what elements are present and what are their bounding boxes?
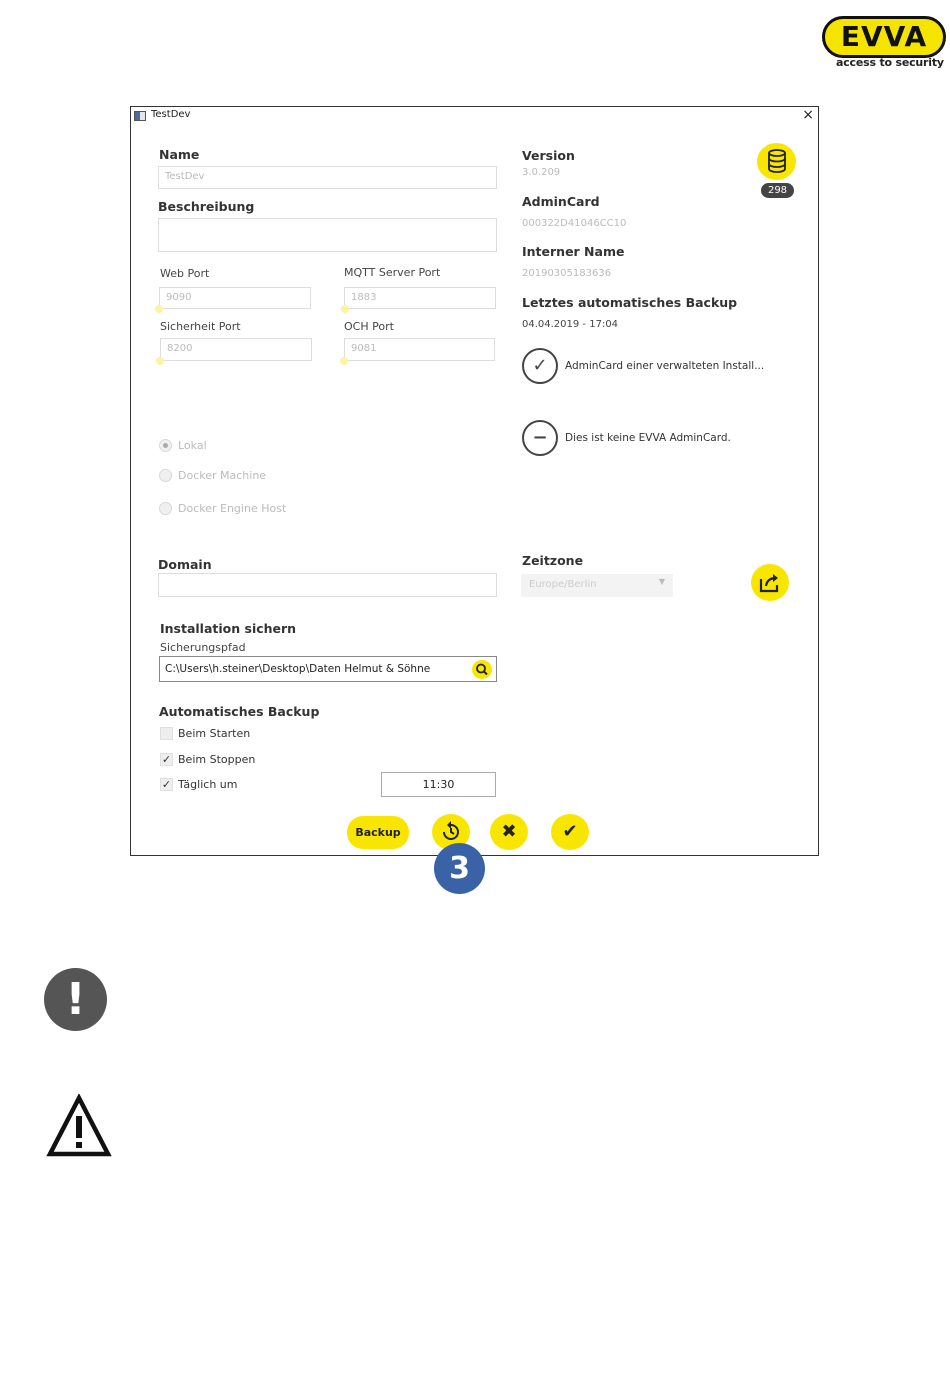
mqtt-port-label: MQTT Server Port (344, 266, 441, 279)
on-stop-checkbox[interactable]: ✓ (161, 753, 172, 766)
name-label: Name (159, 147, 200, 162)
on-stop-label: Beim Stoppen (178, 753, 256, 766)
backup-button[interactable]: Backup (347, 816, 409, 849)
description-label: Beschreibung (158, 199, 255, 214)
admincard-status-text: AdminCard einer verwalteten Install... (565, 360, 765, 372)
web-port-input[interactable]: 9090 (159, 287, 311, 309)
logo-tagline: access to security (836, 56, 944, 69)
radio-docker-engine-host[interactable] (159, 502, 172, 515)
database-icon (766, 149, 788, 173)
focus-dot (155, 305, 163, 313)
step-number-badge: 3 (434, 843, 485, 894)
backup-section-label: Installation sichern (160, 621, 297, 636)
admincard-label: AdminCard (522, 194, 600, 209)
last-backup-label: Letztes automatisches Backup (522, 295, 738, 310)
security-port-label: Sicherheit Port (160, 320, 241, 333)
mqtt-port-input[interactable]: 1883 (344, 287, 496, 309)
focus-dot (156, 357, 164, 365)
version-label: Version (522, 148, 575, 163)
och-port-input[interactable]: 9081 (344, 338, 495, 361)
close-icon: ✖ (501, 821, 517, 842)
description-input[interactable] (158, 218, 497, 252)
window-close-button[interactable]: × (802, 107, 814, 123)
exclamation-icon: ! (44, 968, 107, 1031)
warning-triangle-icon (46, 1094, 112, 1158)
check-circle-icon: ✓ (522, 348, 558, 384)
name-input[interactable]: TestDev (158, 166, 497, 189)
radio-lokal[interactable] (159, 439, 172, 452)
on-start-checkbox[interactable] (160, 727, 173, 740)
web-port-label: Web Port (160, 267, 210, 280)
radio-lokal-label: Lokal (178, 439, 207, 452)
export-icon (758, 572, 782, 594)
radio-docker-engine-host-label: Docker Engine Host (178, 502, 287, 515)
daily-checkbox[interactable]: ✓ (161, 778, 172, 791)
timezone-label: Zeitzone (522, 553, 584, 568)
chevron-down-icon: ▼ (658, 577, 665, 586)
app-icon (134, 111, 146, 121)
backup-path-label: Sicherungspfad (160, 641, 246, 654)
domain-input[interactable] (158, 573, 497, 597)
focus-dot (341, 305, 349, 313)
radio-docker-machine-label: Docker Machine (178, 469, 267, 482)
title-bar (131, 107, 818, 125)
browse-button[interactable] (472, 660, 492, 679)
timezone-value: Europe/Berlin (529, 579, 597, 590)
backup-path-input[interactable]: C:\Users\h.steiner\Desktop\Daten Helmut & Söhne (159, 656, 497, 682)
export-button[interactable] (751, 564, 789, 601)
timezone-select[interactable] (521, 574, 673, 597)
logo-word: EVVA (840, 20, 928, 53)
evva-card-status-text: Dies ist keine EVVA AdminCard. (565, 432, 731, 444)
auto-backup-label: Automatisches Backup (159, 704, 320, 719)
och-port-label: OCH Port (344, 320, 394, 333)
database-count-badge: 298 (761, 183, 794, 198)
daily-time-input[interactable]: 11:30 (381, 772, 496, 797)
confirm-button[interactable] (551, 814, 589, 850)
radio-docker-machine[interactable] (159, 469, 172, 482)
search-icon (472, 660, 492, 679)
evva-logo (820, 14, 948, 74)
admincard-value: 000322D41046CC10 (522, 218, 627, 229)
version-value: 3.0.209 (522, 167, 561, 178)
security-port-input[interactable]: 8200 (160, 338, 312, 361)
restore-icon (439, 820, 463, 844)
domain-label: Domain (158, 557, 212, 572)
focus-dot (340, 357, 348, 365)
check-icon: ✔ (562, 821, 578, 842)
daily-label: Täglich um (178, 778, 238, 791)
database-button[interactable] (757, 143, 796, 180)
on-start-label: Beim Starten (178, 727, 251, 740)
internal-name-value: 20190305183636 (522, 268, 612, 279)
internal-name-label: Interner Name (522, 244, 625, 259)
last-backup-value: 04.04.2019 - 17:04 (522, 319, 619, 330)
minus-circle-icon: − (522, 420, 558, 456)
cancel-button[interactable] (490, 814, 528, 850)
window-title: TestDev (151, 109, 191, 120)
